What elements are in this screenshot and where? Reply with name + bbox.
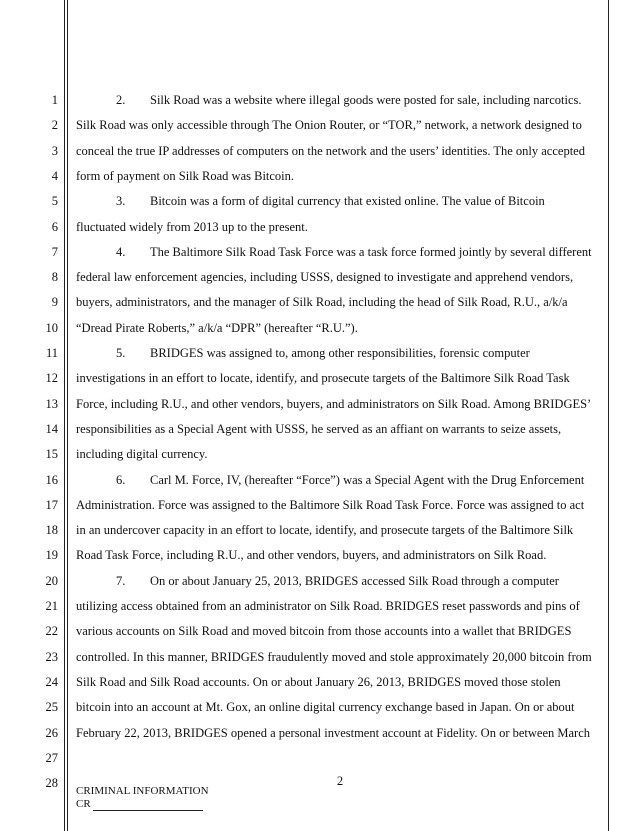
line-number: 22 <box>45 624 58 639</box>
line-text: controlled. In this manner, BRIDGES fraudulently moved and stole approximately 20,000 bitcoin from <box>76 649 592 664</box>
line-number: 14 <box>45 421 58 436</box>
paragraph-line <box>76 422 561 436</box>
paragraph-first-line <box>116 194 545 208</box>
footer-case-prefix: CR <box>76 798 91 810</box>
line-number: 10 <box>45 320 58 335</box>
paragraph-number: 7. <box>116 573 126 588</box>
line-text: in an undercover capacity in an effort to locate, identify, and prosecute targets of the Baltimore Silk <box>76 523 574 538</box>
line-text: Bitcoin was a form of digital currency that existed online. The value of Bitcoin <box>150 194 545 209</box>
line-text: The Baltimore Silk Road Task Force was a task force formed jointly by several different <box>150 244 592 259</box>
line-number: 1 <box>51 93 58 107</box>
line-text: On or about January 25, 2013, BRIDGES accessed Silk Road through a computer <box>150 573 559 588</box>
line-text: February 22, 2013, BRIDGES opened a personal investment account at Fidelity. On or between March <box>76 725 590 740</box>
line-number: 15 <box>45 447 58 462</box>
paragraph-line <box>76 371 570 385</box>
line-number: 4 <box>51 168 58 183</box>
line-number: 24 <box>45 674 58 689</box>
line-number: 23 <box>45 649 58 664</box>
paragraph-line <box>76 675 561 689</box>
line-text: buyers, administrators, and the manager of Silk Road, including the head of Silk Road, R.U., a/k/a <box>76 295 568 310</box>
line-text: fluctuated widely from 2013 up to the present. <box>76 219 308 234</box>
paragraph-line <box>76 220 308 234</box>
line-number: 28 <box>45 776 58 791</box>
left-margin-rule-inner <box>67 0 68 831</box>
line-number: 27 <box>45 750 58 765</box>
line-number: 5 <box>51 194 58 209</box>
line-number: 9 <box>51 295 58 310</box>
paragraph-first-line <box>116 245 592 259</box>
paragraph-line <box>76 624 571 638</box>
line-text: investigations in an effort to locate, identify, and prosecute targets of the Baltimore Silk Road Task <box>76 371 570 386</box>
line-text: conceal the true IP addresses of computers on the network and the users’ identities. The only accepted <box>76 143 585 158</box>
line-text: utilizing access obtained from an administrator on Silk Road. BRIDGES reset passwords and pins of <box>76 599 580 613</box>
paragraph-line <box>76 397 591 411</box>
paragraph-line <box>76 599 580 613</box>
line-number: 20 <box>45 573 58 588</box>
line-number: 26 <box>45 725 58 740</box>
line-text: BRIDGES was assigned to, among other responsibilities, forensic computer <box>150 346 530 360</box>
paragraph-line <box>76 447 207 461</box>
line-number: 25 <box>45 700 58 715</box>
line-text: Force, including R.U., and other vendors, buyers, and administrators on Silk Road. Among BRIDGES’ <box>76 396 592 411</box>
line-text: various accounts on Silk Road and moved bitcoin from those accounts into a wallet that BRIDGES <box>76 624 572 639</box>
line-text: “Dread Pirate Roberts,” a/k/a “DPR” (hereafter “R.U.”). <box>76 320 358 335</box>
footer-case-line <box>76 798 209 811</box>
footer <box>76 785 209 811</box>
line-number: 17 <box>45 497 58 512</box>
line-text: bitcoin into an account at Mt. Gox, an online digital currency exchange based in Japan. On or about <box>76 700 575 715</box>
line-number: 11 <box>45 346 58 360</box>
paragraph-first-line <box>116 473 584 487</box>
line-number: 12 <box>45 371 58 386</box>
paragraph-line <box>76 498 584 512</box>
line-text: Silk Road was a website where illegal goods were posted for sale, including narcotics. <box>150 93 582 107</box>
line-text: Silk Road and Silk Road accounts. On or about January 26, 2013, BRIDGES moved those stolen <box>76 674 561 689</box>
line-text: including digital currency. <box>76 447 208 462</box>
line-number: 2 <box>51 118 58 133</box>
line-text: Silk Road was only accessible through The Onion Router, or “TOR,” network, a network designed to <box>76 118 582 133</box>
line-number: 16 <box>45 472 58 487</box>
line-number: 7 <box>51 244 58 259</box>
line-number: 8 <box>51 270 58 285</box>
footer-title: CRIMINAL INFORMATION <box>76 785 209 797</box>
paragraph-line <box>76 548 546 562</box>
paragraph-line <box>76 118 582 132</box>
page-number: 2 <box>336 774 344 788</box>
line-number: 18 <box>45 523 58 538</box>
paragraph-line <box>76 144 585 158</box>
paragraph-line <box>76 650 592 664</box>
line-text: Administration. Force was assigned to the Baltimore Silk Road Task Force. Force was assigned to act <box>76 497 585 512</box>
line-text: responsibilities as a Special Agent with USSS, he served as an affiant on warrants to seize assets, <box>76 421 562 436</box>
paragraph-number: 6. <box>116 472 126 487</box>
paragraph-number: 5. <box>116 346 126 360</box>
line-text: Carl M. Force, IV, (hereafter “Force”) was a Special Agent with the Drug Enforcement <box>150 472 585 487</box>
paragraph-line <box>76 169 294 183</box>
paragraph-line <box>76 270 573 284</box>
line-number: 13 <box>45 396 58 411</box>
right-margin-rule <box>608 0 609 831</box>
line-number: 6 <box>51 219 58 234</box>
paragraph-first-line <box>116 93 581 107</box>
paragraph-line <box>76 523 573 537</box>
paragraph-number: 4. <box>116 244 126 259</box>
line-number: 19 <box>45 548 58 563</box>
paragraph-line <box>76 700 574 714</box>
line-number: 21 <box>45 599 58 613</box>
paragraph-line <box>76 321 358 335</box>
paragraph-number: 2. <box>116 93 126 107</box>
paragraph-number: 3. <box>116 194 126 209</box>
case-number-blank <box>93 799 203 811</box>
line-text: Road Task Force, including R.U., and other vendors, buyers, and administrators on Silk Road. <box>76 548 547 563</box>
line-number: 3 <box>51 143 58 158</box>
paragraph-first-line <box>116 346 530 360</box>
line-text: form of payment on Silk Road was Bitcoin. <box>76 168 295 183</box>
line-text: federal law enforcement agencies, including USSS, designed to investigate and apprehend vendors, <box>76 270 574 285</box>
left-margin-rule-outer <box>64 0 65 831</box>
paragraph-first-line <box>116 574 559 588</box>
paragraph-line <box>76 295 568 309</box>
paragraph-line <box>76 726 590 740</box>
